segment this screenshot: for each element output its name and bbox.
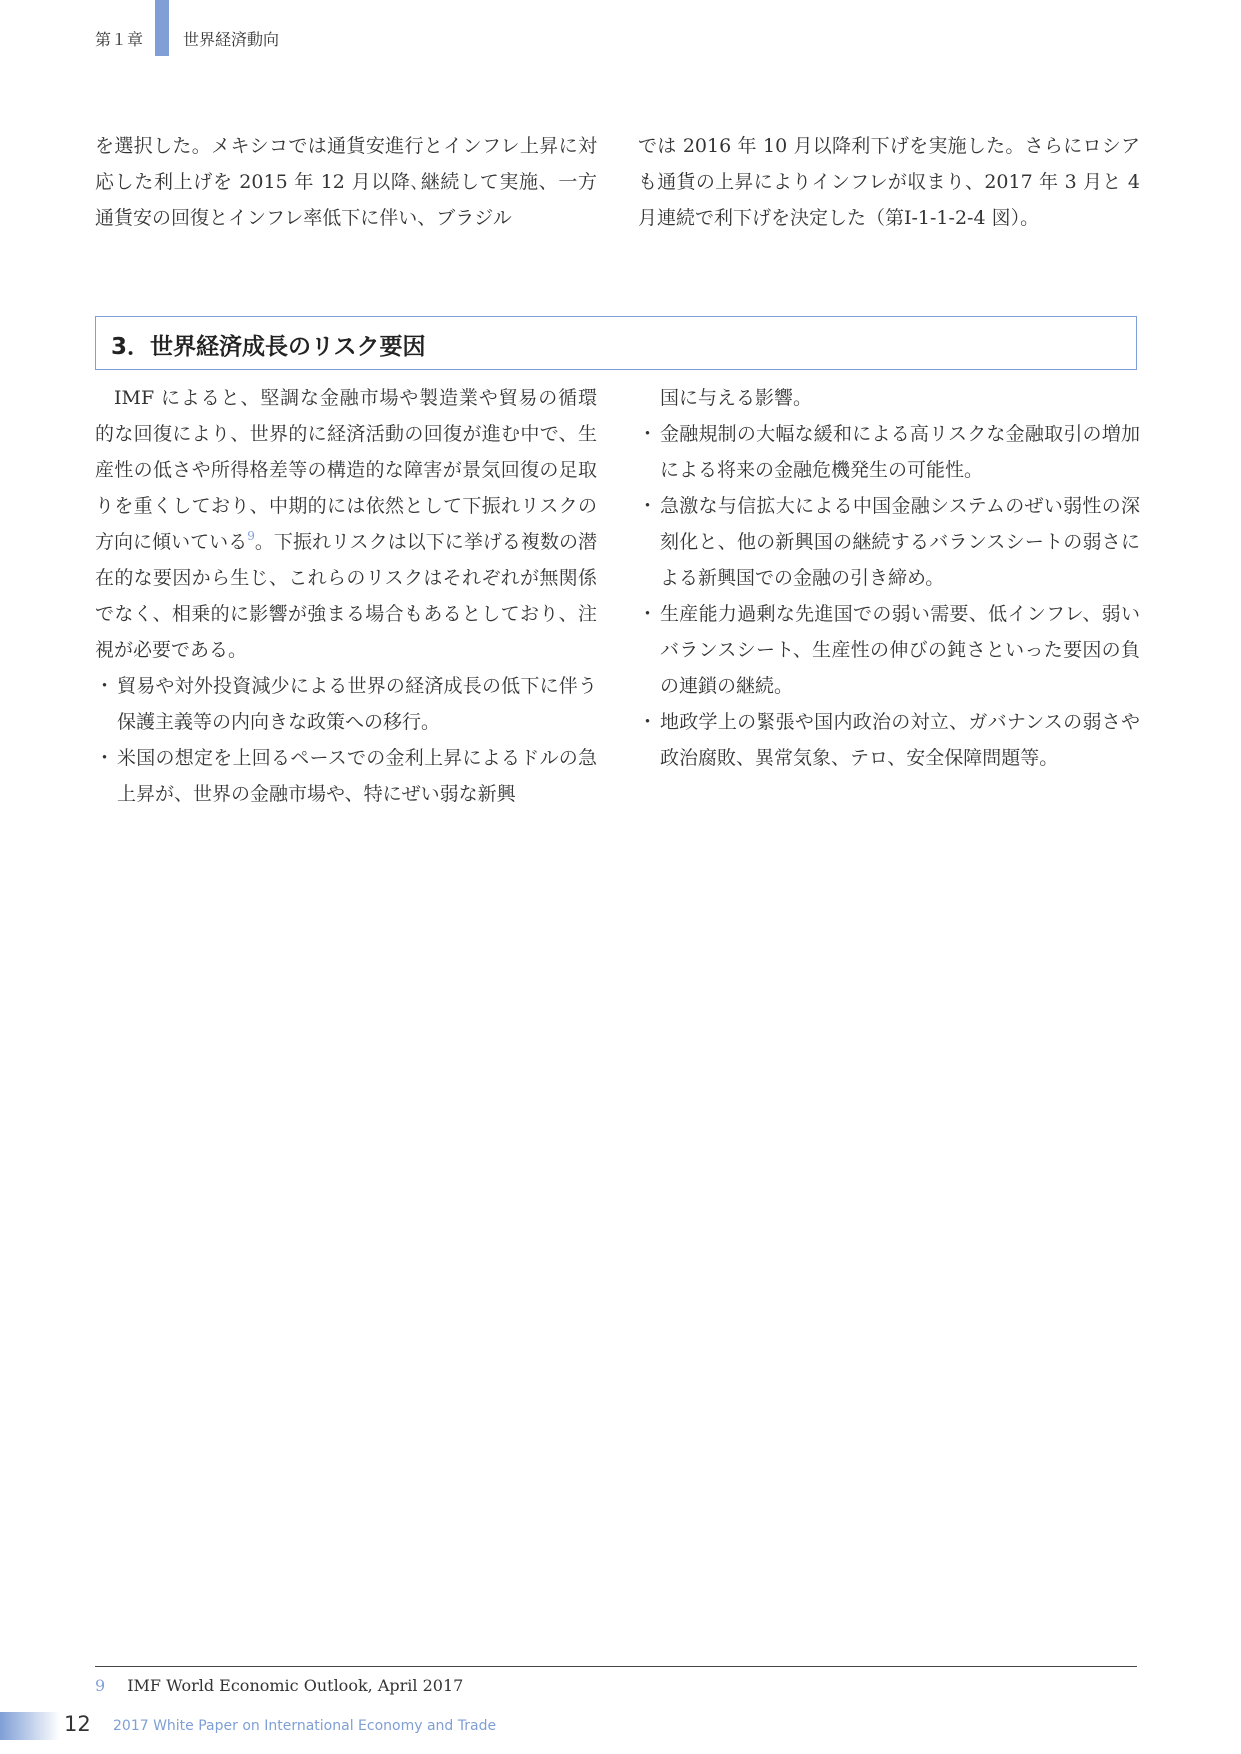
bullet-text: 金融規制の大幅な緩和による高リスクな金融取引の増加による将来の金融危機発生の可能性。 bbox=[660, 423, 1140, 481]
section-heading-box bbox=[95, 316, 1137, 370]
page-number: 12 bbox=[64, 1712, 91, 1736]
bullet-mark: ・ bbox=[638, 423, 658, 445]
bullet-item bbox=[638, 596, 1140, 704]
page-footer bbox=[0, 1704, 1241, 1744]
paragraph-text-part1: IMF によると、堅調な金融市場や製造業や貿易の循環的な回復により、世界的に経済活動の回復が進む中で、生産性の低さや所得格差等の構造的な障害が景気回復の足取りを重くしており、中期的には依然として下振れリスクの方向に傾いている bbox=[95, 387, 597, 553]
bullet-continuation: 国に与える影響。 bbox=[660, 387, 813, 409]
footnote-reference[interactable]: 9 bbox=[247, 529, 255, 543]
chapter-title: 世界経済動向 bbox=[183, 30, 280, 49]
bullet-mark: ・ bbox=[95, 675, 115, 697]
section-heading: 3．世界経済成長のリスク要因 bbox=[111, 334, 426, 360]
intro-left-column bbox=[95, 128, 597, 236]
bullet-item bbox=[638, 488, 1140, 596]
section-paragraph bbox=[95, 380, 597, 668]
footnote-number: 9 bbox=[95, 1676, 106, 1695]
paragraph-text-part2: 。下振れリスクは以下に挙げる複数の潜在的な要因から生じ、これらのリスクはそれぞれが無関係でなく、相乗的に影響が強まる場合もあるとしており、注視が必要である。 bbox=[95, 531, 597, 661]
section-right-column bbox=[638, 380, 1140, 776]
bullet-mark: ・ bbox=[638, 495, 658, 517]
bullet-text: 米国の想定を上回るペースでの金利上昇によるドルの急上昇が、世界の金融市場や、特にぜい弱な新興 bbox=[117, 747, 597, 805]
footnote-divider bbox=[95, 1666, 1137, 1667]
intro-left-paragraph: を選択した。メキシコでは通貨安進行とインフレ上昇に対応した利上げを 2015 年 12 月以降､継続して実施、一方通貨安の回復とインフレ率低下に伴い、ブラジル bbox=[95, 135, 597, 229]
bullet-text: 地政学上の緊張や国内政治の対立、ガバナンスの弱さや政治腐敗、異常気象、テロ、安全保障問題等。 bbox=[660, 711, 1140, 769]
bullet-mark: ・ bbox=[638, 711, 658, 733]
footer-accent-gradient bbox=[0, 1712, 60, 1740]
intro-right-paragraph: では 2016 年 10 月以降利下げを実施した。さらにロシアも通貨の上昇によりインフレが収まり、2017 年 3 月と 4 月連続で利下げを決定した（第Ⅰ-1-1-2-4 図）。 bbox=[638, 135, 1140, 229]
section-left-column bbox=[95, 380, 597, 812]
bullet-item bbox=[638, 704, 1140, 776]
bullet-mark: ・ bbox=[95, 747, 115, 769]
footnote-text: IMF World Economic Outlook, April 2017 bbox=[127, 1676, 464, 1695]
header-accent-bar bbox=[155, 0, 169, 56]
footnote bbox=[95, 1676, 463, 1695]
bullet-item bbox=[95, 668, 597, 740]
bullet-text: 貿易や対外投資減少による世界の経済成長の低下に伴う保護主義等の内向きな政策への移行。 bbox=[117, 675, 597, 733]
running-header bbox=[0, 0, 1241, 60]
bullet-item bbox=[95, 740, 597, 812]
footer-publication-title: 2017 White Paper on International Economy and Trade bbox=[113, 1718, 497, 1734]
intro-right-column bbox=[638, 128, 1140, 236]
chapter-label: 第１章 bbox=[95, 30, 144, 49]
bullet-text: 生産能力過剰な先進国での弱い需要、低インフレ、弱いバランスシート、生産性の伸びの鈍さといった要因の負の連鎖の継続。 bbox=[660, 603, 1140, 697]
bullet-mark: ・ bbox=[638, 603, 658, 625]
bullet-item bbox=[638, 416, 1140, 488]
bullet-text: 急激な与信拡大による中国金融システムのぜい弱性の深刻化と、他の新興国の継続するバランスシートの弱さによる新興国での金融の引き締め。 bbox=[660, 495, 1140, 589]
